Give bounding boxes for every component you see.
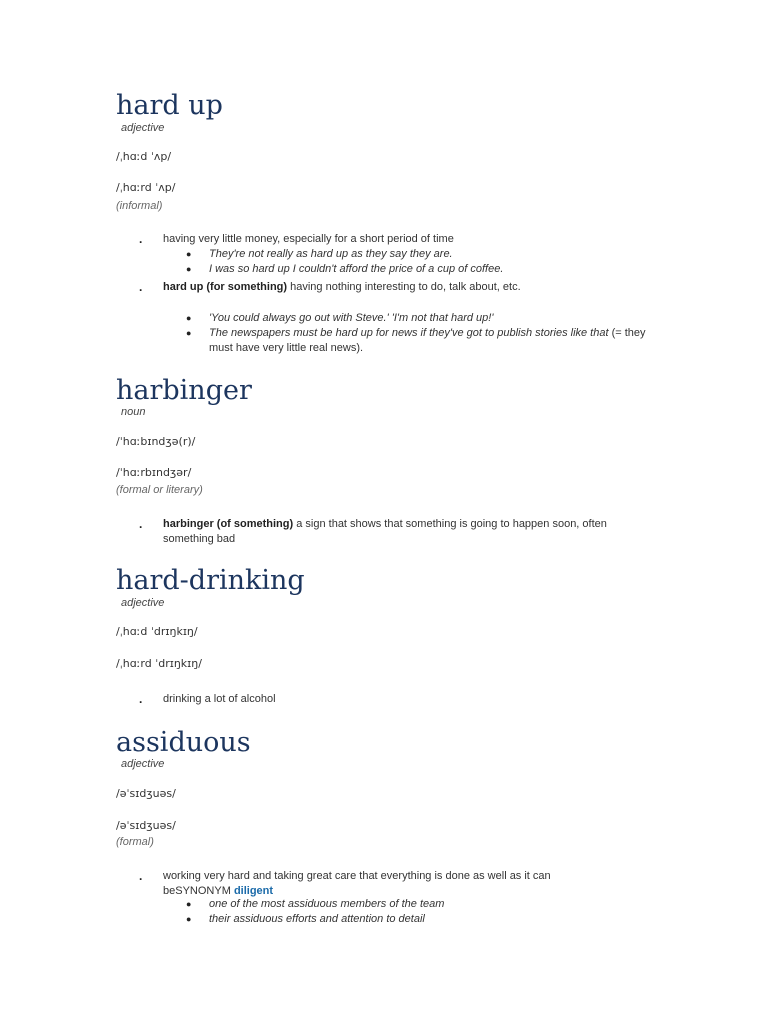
headword: hard up [116, 90, 223, 121]
part-of-speech: adjective [121, 122, 165, 134]
sense-text: having nothing interesting to do, talk about, etc. [290, 281, 521, 293]
example-sentence: their assiduous efforts and attention to detail [209, 913, 425, 925]
black-circle-bullet-icon: ● [186, 914, 192, 924]
example-gloss: (= they must have very little real news). [209, 327, 646, 354]
pronunciation-us: /ˌhɑːrd ˈdrɪŋkɪŋ/ [116, 657, 202, 670]
synonym-link[interactable]: diligent [233, 885, 274, 897]
black-circle-bullet-icon: ● [186, 264, 192, 274]
part-of-speech: adjective [121, 758, 165, 770]
sense-definition [163, 280, 643, 295]
pronunciation-us: /ˌhɑːrd ˈʌp/ [116, 181, 176, 194]
pronunciation-us: /ˈhɑːrbɪndʒər/ [116, 466, 192, 479]
black-circle-bullet-icon: ● [186, 249, 192, 259]
register-label: (formal or literary) [116, 484, 203, 496]
headword: assiduous [116, 727, 251, 758]
example-sentence: They're not really as hard up as they say they are. [209, 248, 453, 260]
pronunciation-uk: /ˌhɑːd ˈʌp/ [116, 150, 172, 163]
example-text: The newspapers must be hard up for news if they've got to publish stories like that [209, 327, 609, 339]
example-sentence [209, 326, 649, 356]
black-circle-bullet-icon: ● [186, 328, 192, 338]
headword: harbinger [116, 375, 252, 406]
sense-bullet-icon: . [139, 517, 143, 531]
sense-phrase: harbinger (of something) [163, 518, 294, 530]
part-of-speech: noun [121, 406, 146, 418]
register-label: (formal) [116, 836, 154, 848]
part-of-speech: adjective [121, 597, 165, 609]
example-sentence: one of the most assiduous members of the team [209, 898, 445, 910]
pronunciation-uk: /əˈsɪdʒuəs/ [116, 787, 176, 800]
sense-definition [163, 517, 633, 547]
black-circle-bullet-icon: ● [186, 313, 192, 323]
sense-bullet-icon: . [139, 280, 143, 294]
example-sentence: I was so hard up I couldn't afford the price of a cup of coffee. [209, 263, 504, 275]
sense-text: working very hard and taking great care that everything is done as well as it can be [163, 870, 551, 897]
sense-definition [163, 869, 608, 899]
sense-definition: drinking a lot of alcohol [163, 693, 276, 705]
pronunciation-uk: /ˌhɑːd ˈdrɪŋkɪŋ/ [116, 625, 198, 638]
register-label: (informal) [116, 200, 163, 212]
sense-bullet-icon: . [139, 692, 143, 706]
synonym-label: SYNONYM [175, 885, 231, 897]
headword: hard-drinking [116, 565, 305, 596]
sense-phrase: hard up (for something) [163, 281, 288, 293]
pronunciation-uk: /ˈhɑːbɪndʒə(r)/ [116, 435, 196, 448]
black-circle-bullet-icon: ● [186, 899, 192, 909]
sense-bullet-icon: . [139, 869, 143, 883]
pronunciation-us: /əˈsɪdʒuəs/ [116, 819, 176, 832]
sense-definition: having very little money, especially for a short period of time [163, 233, 454, 245]
sense-text: a sign that shows that something is going to happen soon, often something bad [163, 518, 607, 545]
example-sentence: 'You could always go out with Steve.' 'I'm not that hard up!' [209, 312, 494, 324]
sense-bullet-icon: . [139, 232, 143, 246]
